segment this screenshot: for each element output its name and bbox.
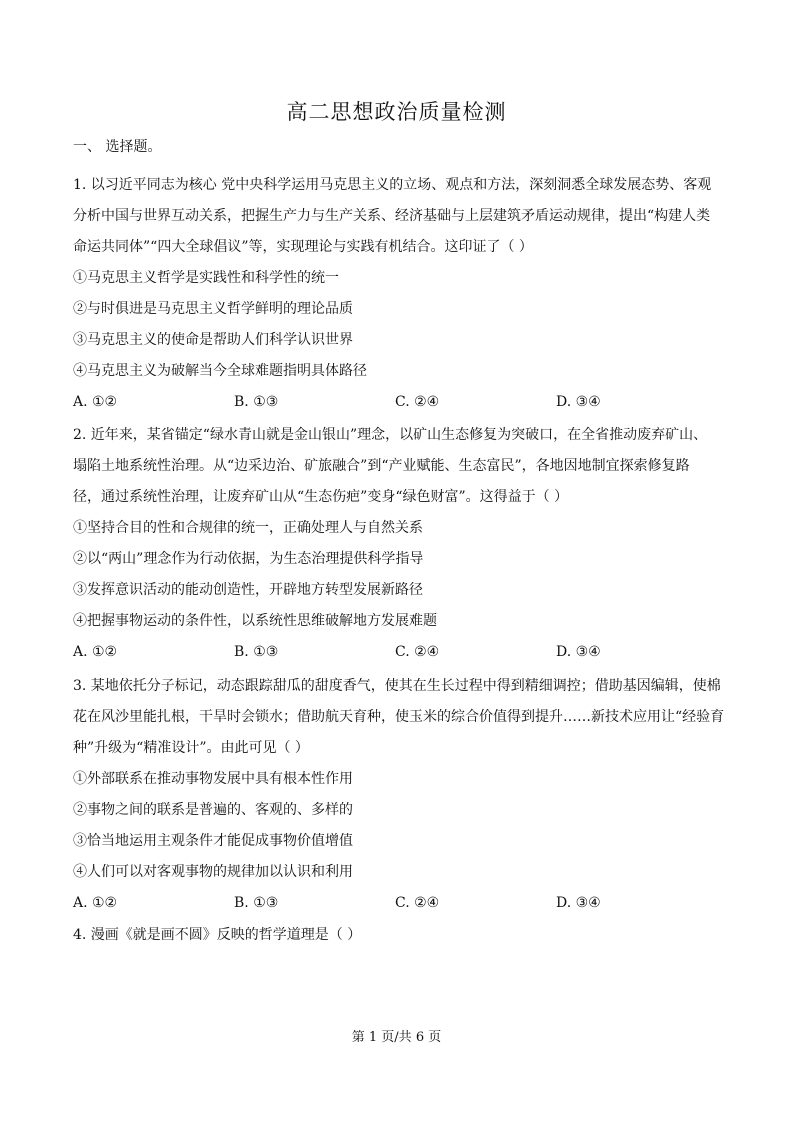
statement-1: ①外部联系在推动事物发展中具有根本性作用 [73, 771, 353, 787]
section-heading: 一、 选择题。 [73, 139, 162, 155]
statement-4: ④马克思主义为破解当今全球难题指明具体路径 [73, 363, 367, 379]
statement-3: ③马克思主义的使命是帮助人们科学认识世界 [73, 332, 353, 348]
answer-options [73, 888, 723, 919]
statement-2: ②与时俱进是马克思主义哲学鲜明的理论品质 [73, 301, 353, 317]
statement-1: ①坚持合目的性和合规律的统一，正确处理人与自然关系 [73, 520, 423, 536]
option-a[interactable]: A. ①② [73, 895, 118, 911]
option-c[interactable]: C. ②④ [395, 394, 440, 410]
question-3 [73, 671, 723, 919]
statement-2: ②以“两山”理念作为行动依据，为生态治理提供科学指导 [73, 551, 424, 567]
question-stem-line: 2. 近年来，某省锚定“绿水青山就是金山银山”理念，以矿山生态修复为突破口，在全省推动废弃矿山、 [73, 427, 708, 443]
question-2 [73, 420, 723, 668]
option-b[interactable]: B. ①③ [234, 644, 279, 660]
question-4 [73, 920, 723, 951]
answer-options [73, 637, 723, 668]
option-d[interactable]: D. ③④ [556, 394, 601, 410]
statement-3: ③恰当地运用主观条件才能促成事物价值增值 [73, 833, 353, 849]
statement-4: ④把握事物运动的条件性，以系统性思维破解地方发展难题 [73, 613, 437, 629]
question-stem-line: 1. 以习近平同志为核心 党中央科学运用马克思主义的立场、观点和方法，深刻洞悉全球发展态势、客观 [73, 177, 712, 193]
option-d[interactable]: D. ③④ [556, 644, 601, 660]
question-stem-line: 径，通过系统性治理，让废弃矿山从“生态伤疤”变身“绿色财富”。这得益于（ ） [73, 489, 569, 505]
option-c[interactable]: C. ②④ [395, 644, 440, 660]
statement-4: ④人们可以对客观事物的规律加以认识和利用 [73, 864, 353, 880]
question-stem-line: 种”升级为“精准设计”。由此可见（ ） [73, 740, 309, 756]
question-stem-line: 命运共同体”“四大全球倡议”等，实现理论与实践有机结合。这印证了（ ） [73, 239, 533, 255]
question-stem-line: 3. 某地依托分子标记，动态跟踪甜瓜的甜度香气，使其在生长过程中得到精细调控；借助基因编辑，使棉 [73, 678, 721, 694]
statement-2: ②事物之间的联系是普遍的、客观的、多样的 [73, 802, 353, 818]
question-1 [73, 170, 723, 418]
option-d[interactable]: D. ③④ [556, 895, 601, 911]
option-a[interactable]: A. ①② [73, 394, 118, 410]
page-footer: 第 1 页/共 6 页 [351, 1030, 442, 1045]
option-c[interactable]: C. ②④ [395, 895, 440, 911]
option-a[interactable]: A. ①② [73, 644, 118, 660]
question-stem-line: 塌陷土地系统性治理。从“边采边治、矿旅融合”到“产业赋能、生态富民”，各地因地制宜探索修复路 [73, 458, 690, 474]
statement-3: ③发挥意识活动的能动创造性，开辟地方转型发展新路径 [73, 582, 423, 598]
question-stem-line: 花在风沙里能扎根，干旱时会锁水；借助航天育种，使玉米的综合价值得到提升……新技术应用让“经验育 [73, 709, 725, 725]
page-title: 高二思想政治质量检测 [286, 100, 507, 124]
option-b[interactable]: B. ①③ [234, 394, 279, 410]
answer-options [73, 387, 723, 418]
option-b[interactable]: B. ①③ [234, 895, 279, 911]
statement-1: ①马克思主义哲学是实践性和科学性的统一 [73, 270, 339, 286]
question-stem-line: 分析中国与世界互动关系，把握生产力与生产关系、经济基础与上层建筑矛盾运动规律，提出“构建人类 [73, 208, 711, 224]
question-stem-line: 4. 漫画《就是画不圆》反映的哲学道理是（ ） [73, 927, 362, 943]
